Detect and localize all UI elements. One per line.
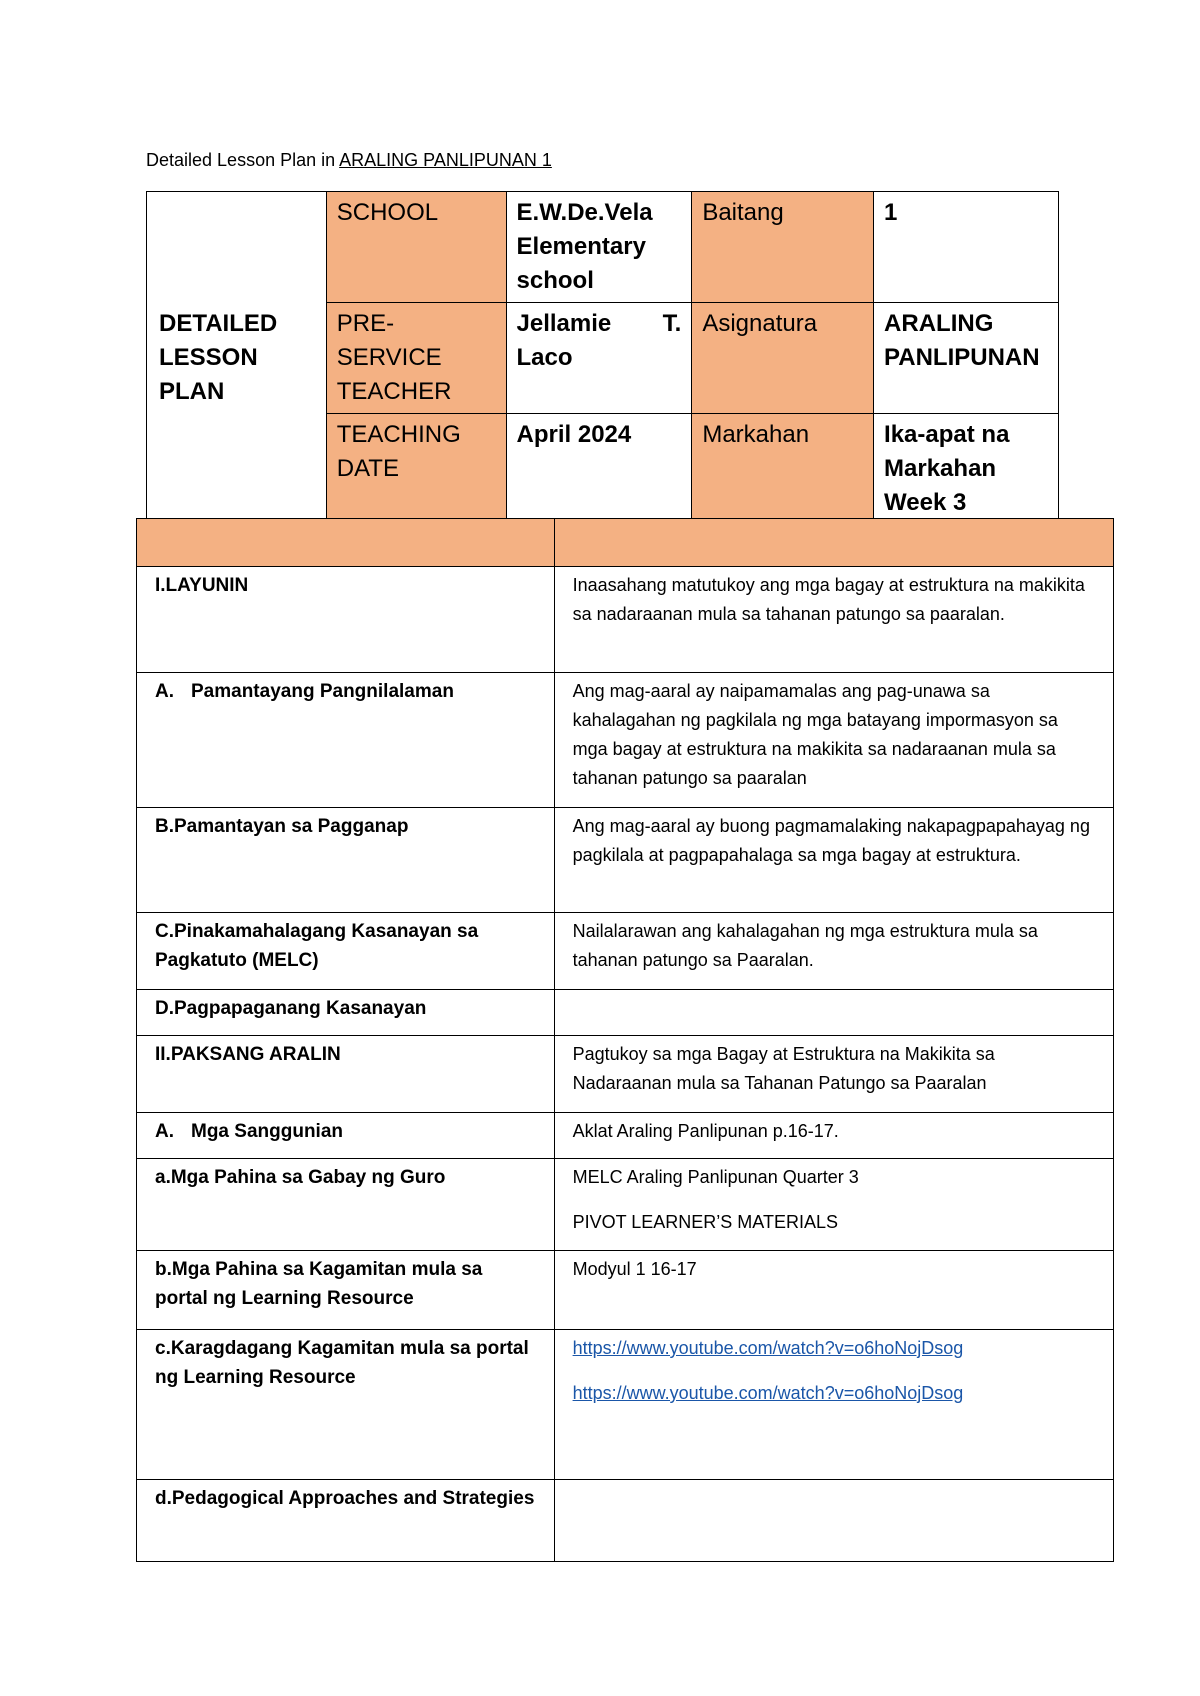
document-title — [146, 150, 552, 171]
pagganap-value: Ang mag-aaral ay buong pagmamalaking nakapagpapahayag ng pagkilala at pagpapahalaga sa mga bagay at estruktura. — [554, 808, 1113, 913]
youtube-link-1[interactable]: https://www.youtube.com/watch?v=o6hoNojDsog — [572, 1338, 964, 1358]
table-row — [137, 1480, 1114, 1562]
date-label: TEACHING DATE — [326, 414, 506, 525]
table-row — [137, 913, 1114, 990]
karagdagang-value — [554, 1330, 1113, 1480]
pamantayang-number: A. — [155, 681, 174, 702]
table-row — [137, 1251, 1114, 1330]
pagpapaganang-label: D.Pagpapaganang Kasanayan — [137, 990, 555, 1036]
lesson-plan-table — [136, 518, 1114, 1562]
youtube-link-2[interactable]: https://www.youtube.com/watch?v=o6hoNojDsog — [572, 1383, 964, 1403]
gabay-value-line-1: MELC Araling Panlipunan Quarter 3 — [572, 1167, 859, 1187]
teacher-value — [506, 303, 692, 414]
pamantayang-value: Ang mag-aaral ay naipamamalas ang pag-unawa sa kahalagahan ng pagkilala ng mga batayang impormasyon sa mga bagay at estruktura na makikita sa nadaraanan mula sa tahanan patungo sa paaralan — [554, 673, 1113, 808]
table-row — [137, 673, 1114, 808]
kagamitan-value: Modyul 1 16-17 — [554, 1251, 1113, 1330]
table-row — [137, 1113, 1114, 1159]
gabay-value — [554, 1159, 1113, 1251]
table-row — [137, 567, 1114, 673]
pagganap-label: B.Pamantayan sa Pagganap — [137, 808, 555, 913]
teacher-first-name: Jellamie — [516, 310, 612, 337]
header-cell-left — [137, 519, 555, 567]
karagdagang-label: c.Karagdagang Kagamitan mula sa portal ng Learning Resource — [137, 1330, 555, 1480]
asignatura-label: Asignatura — [692, 303, 874, 414]
layunin-value: Inaasahang matutukoy ang mga bagay at estruktura na makikita sa nadaraanan mula sa tahanan patungo sa paaralan. — [554, 567, 1113, 673]
dlp-heading: DETAILED LESSON PLAN — [147, 192, 327, 525]
table-row — [137, 990, 1114, 1036]
title-prefix: Detailed Lesson Plan in — [146, 150, 340, 170]
school-label: SCHOOL — [326, 192, 506, 303]
pedagogical-value — [554, 1480, 1113, 1562]
pagpapaganang-value — [554, 990, 1113, 1036]
paksang-label: II.PAKSANG ARALIN — [137, 1036, 555, 1113]
kagamitan-label: b.Mga Pahina sa Kagamitan mula sa portal ng Learning Resource — [137, 1251, 555, 1330]
layunin-label: I.LAYUNIN — [137, 567, 555, 673]
paksang-value: Pagtukoy sa mga Bagay at Estruktura na Makikita sa Nadaraanan mula sa Tahanan Patungo sa Paaralan — [554, 1036, 1113, 1113]
title-subject: ARALING PANLIPUNAN 1 — [339, 150, 552, 170]
pedagogical-label: d.Pedagogical Approaches and Strategies — [137, 1480, 555, 1562]
pamantayang-label-text: Pamantayang Pangnilalaman — [191, 681, 454, 702]
teacher-label: PRE-SERVICE TEACHER — [326, 303, 506, 414]
date-value: April 2024 — [506, 414, 692, 525]
header-cell-right — [554, 519, 1113, 567]
sanggunian-value: Aklat Araling Panlipunan p.16-17. — [554, 1113, 1113, 1159]
table-row — [137, 808, 1114, 913]
pamantayang-label — [137, 673, 555, 808]
asignatura-value: ARALING PANLIPUNAN — [874, 303, 1059, 414]
sanggunian-label — [137, 1113, 555, 1159]
markahan-value: Ika-apat na Markahan Week 3 — [874, 414, 1059, 525]
baitang-value: 1 — [874, 192, 1059, 303]
school-value: E.W.De.Vela Elementary school — [506, 192, 692, 303]
lesson-info-table — [146, 191, 1059, 525]
table-header-row — [137, 519, 1114, 567]
melc-label: C.Pinakamahalagang Kasanayan sa Pagkatuto (MELC) — [137, 913, 555, 990]
markahan-label: Markahan — [692, 414, 874, 525]
sanggunian-label-text: Mga Sanggunian — [191, 1121, 343, 1142]
table-row — [137, 1159, 1114, 1251]
teacher-initial: T. — [662, 310, 682, 337]
gabay-label: a.Mga Pahina sa Gabay ng Guro — [137, 1159, 555, 1251]
melc-value: Nailalarawan ang kahalagahan ng mga estruktura mula sa tahanan patungo sa Paaralan. — [554, 913, 1113, 990]
baitang-label: Baitang — [692, 192, 874, 303]
sanggunian-number: A. — [155, 1121, 174, 1142]
teacher-last-name: Laco — [516, 344, 573, 371]
table-row — [137, 1330, 1114, 1480]
gabay-value-line-2: PIVOT LEARNER’S MATERIALS — [572, 1212, 838, 1232]
table-row — [137, 1036, 1114, 1113]
